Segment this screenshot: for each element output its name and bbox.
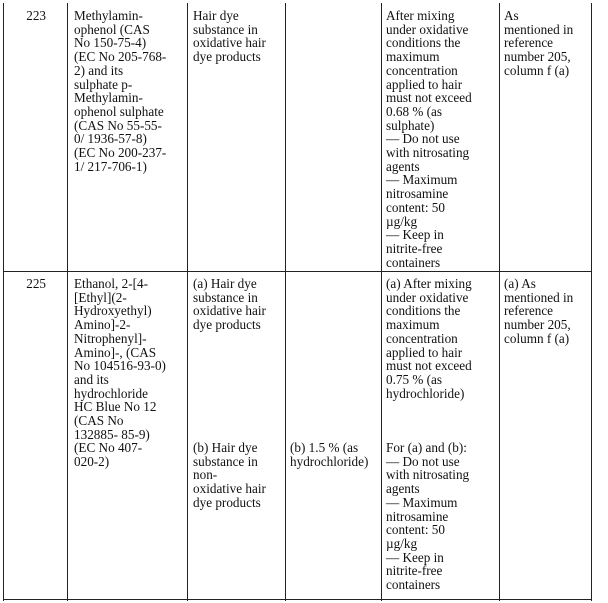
text-line: (a) As xyxy=(504,276,536,291)
text-line: Ethanol, 2-[4- xyxy=(74,276,148,291)
text-line: non- xyxy=(193,467,218,483)
text-line: mentioned in xyxy=(504,21,574,37)
text-line: with nitrosating xyxy=(386,145,470,161)
conditions-b-cell xyxy=(386,441,469,592)
text-line: substance in xyxy=(193,21,258,37)
text-line: (CAS No 55-55- xyxy=(74,117,162,133)
text-line: containers xyxy=(386,577,441,593)
text-line: dye products xyxy=(193,494,261,510)
text-line: applied to hair xyxy=(386,344,463,360)
text-line: [Ethyl](2- xyxy=(74,289,127,305)
text-line: and its xyxy=(74,371,109,387)
text-line: hydrochloride) xyxy=(386,385,465,401)
text-line: (b) 1.5 % (as xyxy=(290,440,359,455)
field-of-use-a-cell xyxy=(193,277,266,332)
text-line: reference xyxy=(504,303,554,319)
text-line: 1/ 217-706-1) xyxy=(74,158,147,174)
text-line: nitrite-free xyxy=(386,563,443,579)
text-line: column f (a) xyxy=(504,330,570,346)
text-line: mentioned in xyxy=(504,289,574,305)
text-line: — Do not use xyxy=(386,453,460,469)
text-line: agents xyxy=(386,158,420,174)
text-line: oxidative hair xyxy=(193,303,266,319)
text-line: 0/ 1936-57-8) xyxy=(74,131,147,147)
field-of-use-b-cell xyxy=(193,441,266,510)
text-line: Amino]-, (CAS xyxy=(74,344,157,360)
text-line: (EC No 205-768- xyxy=(74,49,167,65)
warnings-cell xyxy=(504,9,573,78)
text-line: concentration xyxy=(386,62,458,78)
text-line: reference xyxy=(504,35,554,51)
text-line: must not exceed xyxy=(386,358,472,374)
text-line: with nitrosating xyxy=(386,467,470,483)
text-line: Nitrophenyl]- xyxy=(74,330,147,346)
text-line: Hydroxyethyl) xyxy=(74,303,152,319)
text-line: (EC No 200-237- xyxy=(74,145,167,161)
text-line: 020-2) xyxy=(74,454,110,470)
text-line: No 150-75-4) xyxy=(74,35,147,51)
entry-number: 223 xyxy=(26,8,46,23)
text-line: 2) and its xyxy=(74,62,124,78)
text-line: substance in xyxy=(193,453,258,469)
text-line: sulphate p- xyxy=(74,76,133,92)
column-rule xyxy=(187,3,188,601)
concentration-b-cell xyxy=(290,441,368,468)
text-line: Hair dye xyxy=(193,8,239,23)
substance-name-cell xyxy=(74,277,166,469)
text-line: As xyxy=(504,8,519,23)
text-line: After mixing xyxy=(386,8,455,23)
row-rule xyxy=(3,271,592,272)
column-rule xyxy=(285,3,286,601)
text-line: agents xyxy=(386,481,420,497)
text-line: Methylamin- xyxy=(74,8,143,23)
column-rule xyxy=(3,3,4,601)
text-line: (a) After mixing xyxy=(386,276,472,291)
text-line: maximum xyxy=(386,49,440,65)
text-line: (b) Hair dye xyxy=(193,440,258,455)
text-line: containers xyxy=(386,254,441,270)
text-line: conditions the xyxy=(386,35,461,51)
text-line: hydrochloride) xyxy=(290,453,369,469)
text-line: must not exceed xyxy=(386,90,472,106)
text-line: µg/kg xyxy=(386,535,418,551)
column-rule xyxy=(591,3,592,601)
text-line: — Maximum xyxy=(386,172,458,188)
field-of-use-cell xyxy=(193,9,266,64)
conditions-cell xyxy=(386,9,472,269)
column-rule xyxy=(381,3,382,601)
text-line: conditions the xyxy=(386,303,461,319)
text-line: nitrosamine xyxy=(386,508,449,524)
text-line: content: 50 xyxy=(386,522,445,538)
text-line: (a) Hair dye xyxy=(193,276,257,291)
column-rule xyxy=(67,3,68,601)
text-line: — Keep in xyxy=(386,549,444,565)
text-line: nitrite-free xyxy=(386,240,443,256)
text-line: (CAS No xyxy=(74,413,124,429)
substance-name-cell xyxy=(74,9,166,173)
row-rule xyxy=(3,599,592,600)
text-line: substance in xyxy=(193,289,258,305)
text-line: µg/kg xyxy=(386,213,418,229)
text-line: 0.68 % (as xyxy=(386,103,443,119)
text-line: — Keep in xyxy=(386,227,444,243)
text-line: — Do not use xyxy=(386,131,460,147)
text-line: ophenol (CAS xyxy=(74,21,150,37)
text-line: oxidative hair xyxy=(193,481,266,497)
text-line: For (a) and (b): xyxy=(386,440,467,455)
text-line: (EC No 407- xyxy=(74,440,143,456)
text-line: maximum xyxy=(386,317,440,333)
text-line: under oxidative xyxy=(386,289,469,305)
text-line: number 205, xyxy=(504,49,571,65)
text-line: 0.75 % (as xyxy=(386,371,443,387)
conditions-a-cell xyxy=(386,277,472,400)
text-line: sulphate) xyxy=(386,117,435,133)
text-line: nitrosamine xyxy=(386,186,449,202)
warnings-cell xyxy=(504,277,573,346)
text-line: number 205, xyxy=(504,317,571,333)
text-line: 132885- 85-9) xyxy=(74,426,150,442)
text-line: concentration xyxy=(386,330,458,346)
text-line: dye products xyxy=(193,317,261,333)
text-line: applied to hair xyxy=(386,76,463,92)
text-line: HC Blue No 12 xyxy=(74,399,157,415)
entry-number: 225 xyxy=(26,276,46,291)
text-line: ophenol sulphate xyxy=(74,103,164,119)
text-line: dye products xyxy=(193,49,261,65)
text-line: column f (a) xyxy=(504,62,570,78)
text-line: Amino]-2- xyxy=(74,317,131,333)
text-line: under oxidative xyxy=(386,21,469,37)
text-line: content: 50 xyxy=(386,199,445,215)
text-line: — Maximum xyxy=(386,494,458,510)
text-line: No 104516-93-0) xyxy=(74,358,166,374)
text-line: oxidative hair xyxy=(193,35,266,51)
column-rule xyxy=(499,3,500,601)
text-line: hydrochloride xyxy=(74,385,148,401)
text-line: Methylamin- xyxy=(74,90,143,106)
